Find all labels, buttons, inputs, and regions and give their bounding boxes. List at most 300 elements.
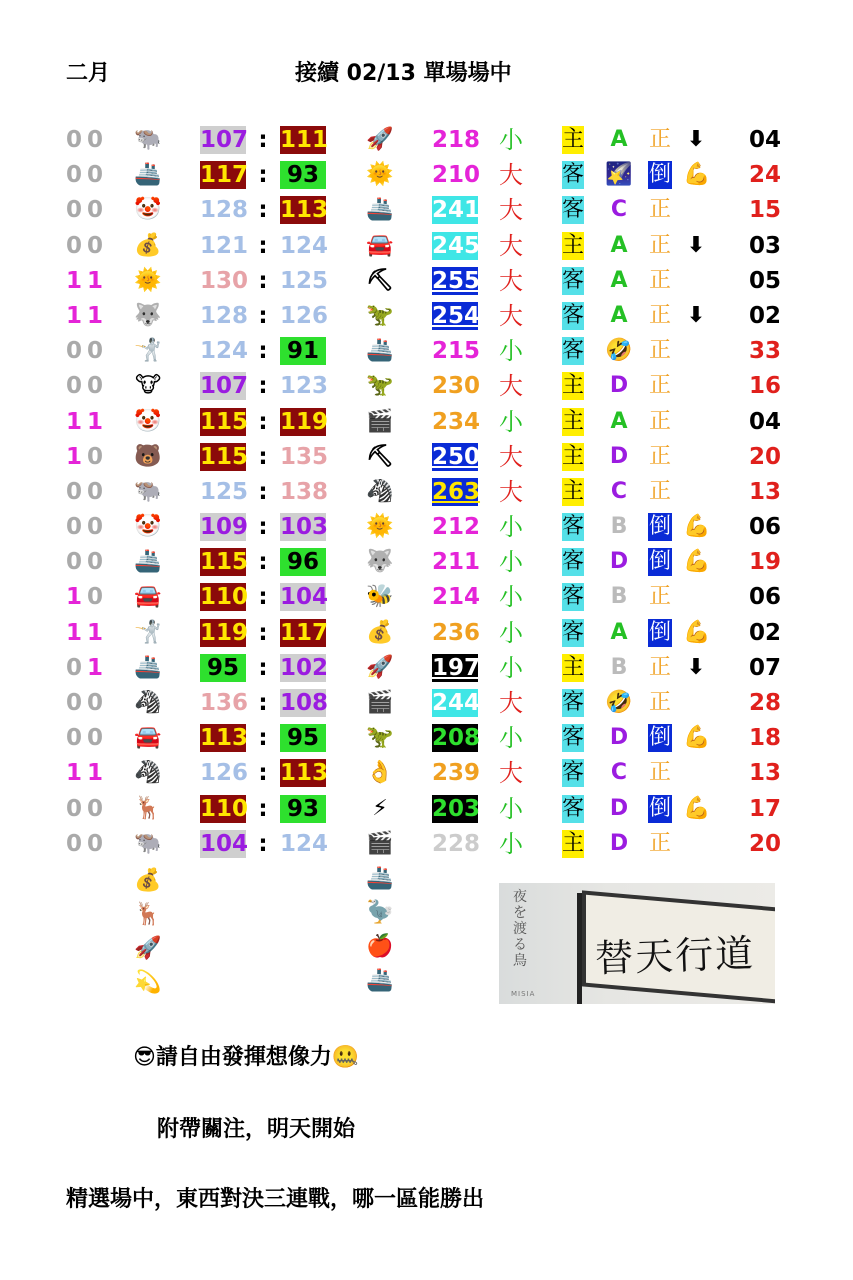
team-a-emoji: 🚘 <box>134 725 162 751</box>
size-label: 小 <box>499 724 523 753</box>
row-number: 06 <box>748 584 781 611</box>
result-home-digit: 0 <box>66 197 83 224</box>
direction-label: 正 <box>648 760 671 786</box>
grade-label: C <box>610 478 628 504</box>
indicator-icon: ⬇ <box>686 654 706 680</box>
size-label: 大 <box>499 266 523 295</box>
result-home-digit: 0 <box>66 549 83 576</box>
size-label: 小 <box>499 618 523 647</box>
score-separator: : <box>258 127 268 153</box>
total-score: 236 <box>432 619 481 646</box>
team-b-emoji: 🦓 <box>366 478 394 504</box>
team-b-emoji: 🌞 <box>366 514 394 540</box>
score-a: 130 <box>200 267 249 294</box>
score-a: 115 <box>200 408 249 435</box>
score-a: 107 <box>200 373 249 400</box>
row-number: 04 <box>748 408 781 435</box>
total-score: 228 <box>432 830 481 857</box>
row-number: 02 <box>748 302 781 329</box>
flag-image <box>499 883 775 1004</box>
row-number: 17 <box>748 795 781 822</box>
score-separator: : <box>258 584 268 611</box>
grade-label: A <box>610 127 628 152</box>
score-separator: : <box>258 443 268 470</box>
total-score: 214 <box>432 584 481 611</box>
score-b: 124 <box>280 830 329 857</box>
result-home-digit: 0 <box>66 232 83 259</box>
side-label: 客 <box>562 584 585 610</box>
total-score: 255 <box>432 267 481 294</box>
score-a: 136 <box>200 690 249 716</box>
extra-left-emoji: 🦌 <box>134 902 162 927</box>
extra-right-emoji: 🍎 <box>366 934 394 959</box>
indicator-icon <box>683 583 709 611</box>
result-home-digit: 0 <box>66 127 83 153</box>
indicator-icon: ⬇ <box>686 302 706 328</box>
size-label: 小 <box>499 513 523 542</box>
row-number: 05 <box>748 267 781 294</box>
team-a-emoji: 🐃 <box>134 478 162 504</box>
side-label: 客 <box>562 690 585 715</box>
team-a-emoji: 🚢 <box>134 654 162 680</box>
team-a-emoji: 💰 <box>134 232 162 258</box>
size-label: 小 <box>499 583 523 612</box>
result-home-digit: 1 <box>66 302 83 329</box>
score-b: 103 <box>280 514 329 541</box>
score-a: 115 <box>200 443 249 470</box>
score-a: 115 <box>200 549 249 576</box>
result-away-digit: 1 <box>87 654 104 681</box>
team-a-emoji: 🌞 <box>134 267 162 293</box>
side-label: 客 <box>562 795 585 821</box>
score-b: 104 <box>280 584 329 611</box>
row-number: 18 <box>748 725 781 752</box>
score-separator: : <box>258 725 268 752</box>
table-row <box>0 792 853 827</box>
table-row <box>0 369 853 404</box>
score-separator: : <box>258 338 268 365</box>
direction-label: 正 <box>648 690 671 715</box>
score-b: 113 <box>280 760 329 787</box>
result-away-digit: 0 <box>87 549 104 576</box>
score-separator: : <box>258 654 268 681</box>
row-number: 13 <box>748 760 781 787</box>
score-separator: : <box>258 760 268 787</box>
row-number: 24 <box>748 162 781 189</box>
total-score: 254 <box>432 302 481 329</box>
result-away-digit: 0 <box>87 690 104 716</box>
result-away-digit: 0 <box>87 127 104 153</box>
page-title: 接續 02/13 單場場中 <box>295 61 512 86</box>
team-b-emoji: 💰 <box>366 619 394 645</box>
direction-label: 正 <box>648 127 671 152</box>
total-score: 244 <box>432 690 481 716</box>
team-a-emoji: 🚘 <box>134 584 162 610</box>
score-b: 93 <box>280 161 326 189</box>
team-b-emoji: 🚢 <box>366 197 394 223</box>
row-number: 03 <box>748 232 781 259</box>
direction-label: 倒 <box>648 725 671 751</box>
team-a-emoji: 🦓 <box>134 690 162 715</box>
score-separator: : <box>258 549 268 576</box>
row-number: 20 <box>748 830 781 857</box>
grade-label: A <box>610 408 628 434</box>
result-away-digit: 0 <box>87 162 104 189</box>
result-home-digit: 1 <box>66 619 83 646</box>
image-small-caption: MISIA <box>511 990 536 998</box>
side-label: 主 <box>562 408 585 434</box>
team-a-emoji: 🤺 <box>134 338 162 364</box>
team-b-emoji: 🦖 <box>366 373 394 399</box>
team-b-emoji: 🌞 <box>366 162 394 188</box>
team-b-emoji: 🎬 <box>366 830 394 856</box>
result-away-digit: 0 <box>87 373 104 400</box>
result-away-digit: 1 <box>87 408 104 435</box>
result-away-digit: 0 <box>87 338 104 365</box>
grade-label: D <box>609 830 629 856</box>
result-home-digit: 1 <box>66 443 83 470</box>
result-home-digit: 0 <box>66 690 83 716</box>
direction-label: 正 <box>648 478 671 504</box>
score-b: 108 <box>280 690 329 716</box>
result-home-digit: 0 <box>66 725 83 752</box>
grade-label: D <box>609 795 629 821</box>
direction-label: 正 <box>648 408 671 434</box>
score-b: 91 <box>280 337 326 365</box>
score-separator: : <box>258 267 268 294</box>
size-label: 大 <box>499 442 523 471</box>
table-row <box>0 264 853 299</box>
total-score: 211 <box>432 549 481 576</box>
indicator-icon: 💪 <box>683 725 711 751</box>
indicator-icon <box>683 408 709 436</box>
score-b: 135 <box>280 443 329 470</box>
result-away-digit: 0 <box>87 197 104 224</box>
size-label: 大 <box>499 161 523 190</box>
grade-label: D <box>609 373 629 399</box>
total-score: 241 <box>432 197 481 224</box>
indicator-icon <box>683 478 709 506</box>
size-label: 大 <box>499 196 523 225</box>
side-label: 主 <box>562 830 585 856</box>
score-a: 110 <box>200 584 249 611</box>
size-label: 大 <box>499 477 523 506</box>
score-b: 111 <box>280 127 329 153</box>
score-b: 93 <box>280 795 326 823</box>
table-row <box>0 440 853 475</box>
total-score: 215 <box>432 338 481 365</box>
result-away-digit: 1 <box>87 302 104 329</box>
indicator-icon: 💪 <box>683 549 711 575</box>
result-home-digit: 0 <box>66 795 83 822</box>
score-a: 113 <box>200 725 249 752</box>
side-label: 主 <box>562 373 585 399</box>
table-row <box>0 229 853 264</box>
score-separator: : <box>258 478 268 505</box>
size-label: 小 <box>499 337 523 366</box>
indicator-icon: 💪 <box>683 162 711 188</box>
team-a-emoji: 🐻 <box>134 443 162 469</box>
size-label: 小 <box>499 126 523 154</box>
score-a: 126 <box>200 760 249 787</box>
side-label: 客 <box>562 549 585 575</box>
score-separator: : <box>258 302 268 329</box>
size-label: 小 <box>499 829 523 858</box>
size-label: 小 <box>499 548 523 577</box>
results-table <box>0 123 853 862</box>
table-row <box>0 580 853 615</box>
team-a-emoji: 🚢 <box>134 162 162 188</box>
total-score: 230 <box>432 373 481 400</box>
direction-label: 正 <box>648 197 671 223</box>
grade-label: C <box>610 197 628 223</box>
result-home-digit: 0 <box>66 338 83 365</box>
indicator-icon <box>683 759 709 787</box>
direction-label: 正 <box>648 443 671 469</box>
side-label: 客 <box>562 267 585 293</box>
score-b: 96 <box>280 548 326 576</box>
table-row <box>0 721 853 756</box>
direction-label: 正 <box>648 654 671 680</box>
total-score: 208 <box>432 725 481 752</box>
final-text: 精選場中，東西對決三連戰，哪一區能勝出 <box>66 1187 485 1212</box>
team-b-emoji: ⚡ <box>372 795 388 821</box>
result-home-digit: 0 <box>66 830 83 857</box>
row-number: 04 <box>748 127 781 153</box>
team-a-emoji: 🤡 <box>134 514 162 540</box>
table-row <box>0 193 853 228</box>
score-b: 117 <box>280 619 329 646</box>
size-label: 小 <box>499 653 523 682</box>
result-away-digit: 1 <box>87 267 104 294</box>
result-home-digit: 0 <box>66 373 83 400</box>
score-b: 113 <box>280 197 329 224</box>
team-a-emoji: 🐃 <box>134 127 162 152</box>
indicator-icon: 💪 <box>683 514 711 540</box>
table-row <box>0 405 853 440</box>
table-row <box>0 827 853 862</box>
score-b: 119 <box>280 408 329 435</box>
grade-label: A <box>610 232 628 258</box>
side-label: 客 <box>562 302 585 328</box>
row-number: 13 <box>748 478 781 505</box>
score-separator: : <box>258 408 268 435</box>
team-a-emoji: 🤺 <box>134 619 162 645</box>
total-score: 197 <box>432 654 481 681</box>
result-home-digit: 1 <box>66 584 83 611</box>
table-row <box>0 651 853 686</box>
total-score: 210 <box>432 162 481 189</box>
flag-text: 替天行道 <box>594 931 756 981</box>
team-b-emoji: 🦖 <box>366 725 394 751</box>
indicator-icon <box>683 337 709 365</box>
row-number: 16 <box>748 373 781 400</box>
result-home-digit: 1 <box>66 267 83 294</box>
score-b: 138 <box>280 478 329 505</box>
result-away-digit: 0 <box>87 725 104 752</box>
extra-right-emoji: 🚢 <box>366 866 394 891</box>
result-away-digit: 0 <box>87 478 104 505</box>
score-separator: : <box>258 232 268 259</box>
direction-label: 正 <box>648 302 671 328</box>
table-row <box>0 510 853 545</box>
result-home-digit: 1 <box>66 408 83 435</box>
score-b: 126 <box>280 302 329 329</box>
follow-text: 附帶關注，明天開始 <box>157 1117 356 1142</box>
score-a: 121 <box>200 232 249 259</box>
team-a-emoji: 🤡 <box>134 408 162 434</box>
team-b-emoji: 👌 <box>366 760 394 786</box>
grade-label: B <box>610 584 628 610</box>
size-label: 大 <box>499 689 523 717</box>
score-a: 125 <box>200 478 249 505</box>
score-a: 128 <box>200 197 249 224</box>
grade-label: C <box>610 760 628 786</box>
side-label: 客 <box>562 725 585 751</box>
row-number: 06 <box>748 514 781 541</box>
row-number: 15 <box>748 197 781 224</box>
grade-label: 🤣 <box>605 338 633 364</box>
score-b: 125 <box>280 267 329 294</box>
direction-label: 正 <box>648 830 671 856</box>
score-separator: : <box>258 619 268 646</box>
score-a: 117 <box>200 162 249 189</box>
table-row <box>0 545 853 580</box>
score-a: 107 <box>200 127 249 153</box>
image-vertical-title: 夜を渡る鳥 <box>513 889 527 969</box>
score-separator: : <box>258 514 268 541</box>
result-away-digit: 0 <box>87 795 104 822</box>
team-b-emoji: 🐺 <box>366 549 394 575</box>
indicator-icon: 💪 <box>683 619 711 645</box>
team-b-emoji: 🎬 <box>366 408 394 434</box>
side-label: 客 <box>562 619 585 645</box>
score-separator: : <box>258 690 268 716</box>
extra-right-emoji: 🦤 <box>366 900 394 925</box>
total-score: 239 <box>432 760 481 787</box>
score-separator: : <box>258 830 268 857</box>
side-label: 主 <box>562 232 585 258</box>
indicator-icon <box>683 267 709 295</box>
total-score: 245 <box>432 232 481 259</box>
direction-label: 正 <box>648 232 671 258</box>
total-score: 234 <box>432 408 481 435</box>
grade-label: B <box>610 654 628 680</box>
result-away-digit: 0 <box>87 514 104 541</box>
table-row <box>0 616 853 651</box>
direction-label: 正 <box>648 373 671 399</box>
indicator-icon <box>683 443 709 471</box>
side-label: 客 <box>562 760 585 786</box>
table-row <box>0 123 853 158</box>
grade-label: A <box>610 267 628 293</box>
score-separator: : <box>258 373 268 400</box>
total-score: 263 <box>432 478 481 505</box>
total-score: 218 <box>432 127 481 153</box>
team-b-emoji: 🐝 <box>366 584 394 610</box>
grade-label: D <box>609 443 629 469</box>
team-b-emoji: 🚀 <box>366 654 394 680</box>
score-b: 95 <box>280 724 326 752</box>
team-b-emoji: ⛏ <box>366 443 394 469</box>
indicator-icon: 💪 <box>683 795 711 821</box>
extra-right-emoji: 🚢 <box>366 968 394 993</box>
size-label: 大 <box>499 759 523 788</box>
score-a: 110 <box>200 795 249 822</box>
imagine-text: 😎請自由發揮想像力🤐 <box>133 1045 360 1070</box>
team-b-emoji: 🚢 <box>366 338 394 364</box>
direction-label: 倒 <box>648 619 671 645</box>
grade-label: D <box>609 549 629 575</box>
total-score: 250 <box>432 443 481 470</box>
score-a: 119 <box>200 619 249 646</box>
side-label: 客 <box>562 514 585 540</box>
indicator-icon <box>683 830 709 858</box>
result-away-digit: 1 <box>87 619 104 646</box>
side-label: 主 <box>562 478 585 504</box>
side-label: 主 <box>562 654 585 680</box>
direction-label: 倒 <box>648 795 671 821</box>
grade-label: 🌠 <box>605 162 633 188</box>
score-b: 124 <box>280 232 329 259</box>
side-label: 主 <box>562 127 585 152</box>
indicator-icon: ⬇ <box>686 127 706 152</box>
grade-label: B <box>610 514 628 540</box>
side-label: 主 <box>562 443 585 469</box>
indicator-icon <box>683 372 709 400</box>
size-label: 小 <box>499 794 523 823</box>
direction-label: 正 <box>648 338 671 364</box>
size-label: 大 <box>499 231 523 260</box>
table-row <box>0 158 853 193</box>
result-home-digit: 0 <box>66 162 83 189</box>
team-b-emoji: 🦖 <box>366 302 394 328</box>
result-away-digit: 0 <box>87 830 104 857</box>
score-b: 123 <box>280 373 329 400</box>
score-a: 95 <box>200 654 246 682</box>
row-number: 28 <box>748 690 781 716</box>
grade-label: A <box>610 302 628 328</box>
score-separator: : <box>258 162 268 189</box>
row-number: 19 <box>748 549 781 576</box>
extra-left-emoji: 💰 <box>134 868 162 893</box>
grade-label: A <box>610 619 628 645</box>
result-home-digit: 1 <box>66 760 83 787</box>
team-a-emoji: 🐮 <box>134 373 162 399</box>
row-number: 02 <box>748 619 781 646</box>
side-label: 客 <box>562 197 585 223</box>
direction-label: 正 <box>648 267 671 293</box>
table-row <box>0 299 853 334</box>
size-label: 小 <box>499 407 523 436</box>
result-away-digit: 0 <box>87 584 104 611</box>
score-b: 102 <box>280 654 329 681</box>
team-b-emoji: ⛏ <box>366 267 394 293</box>
team-b-emoji: 🚘 <box>366 232 394 258</box>
row-number: 33 <box>748 338 781 365</box>
table-row <box>0 756 853 791</box>
team-b-emoji: 🎬 <box>366 690 394 715</box>
indicator-icon <box>683 689 709 717</box>
result-away-digit: 0 <box>87 232 104 259</box>
size-label: 大 <box>499 372 523 401</box>
team-a-emoji: 🤡 <box>134 197 162 223</box>
total-score: 212 <box>432 514 481 541</box>
score-a: 109 <box>200 514 249 541</box>
direction-label: 倒 <box>648 549 671 575</box>
row-number: 07 <box>748 654 781 681</box>
score-a: 124 <box>200 338 249 365</box>
